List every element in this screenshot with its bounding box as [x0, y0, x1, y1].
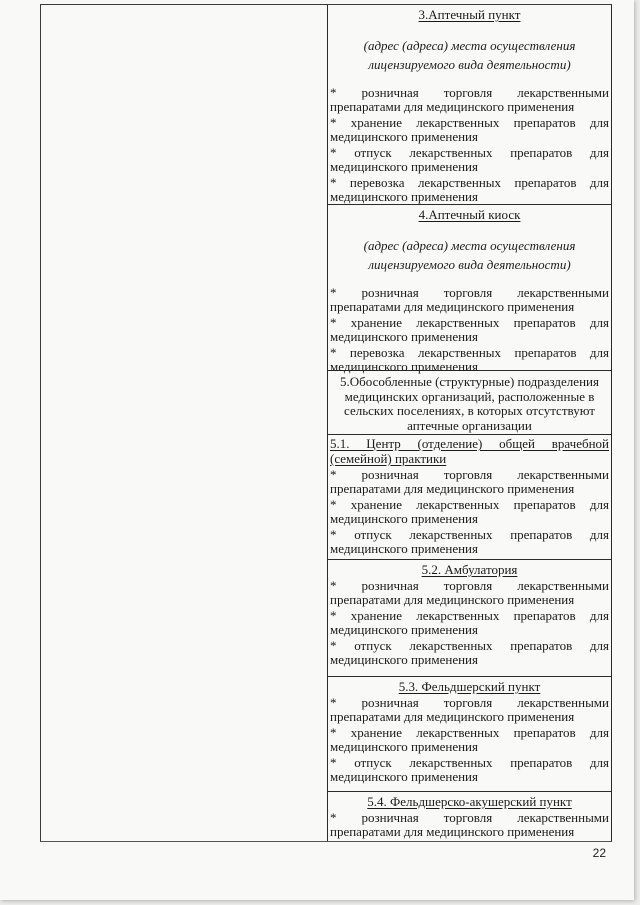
page-number: 22 [592, 846, 606, 860]
section-pharmacy-point [328, 5, 611, 205]
list-item: * отпуск лекарственных препаратов для медицинского применения [330, 755, 609, 784]
list-item: * перевозка лекарственных препаратов для медицинского применения [330, 175, 609, 204]
items-list [328, 579, 611, 667]
list-item: * розничная торговля лекарственными препаратами для медицинского применения [330, 578, 609, 607]
list-item: * розничная торговля лекарственными препаратами для медицинского применения [330, 85, 609, 114]
list-item: * розничная торговля лекарственными препаратами для медицинского применения [330, 285, 609, 314]
section-heading: 5.1. Центр (отделение) общей врачебной (семейной) практики [330, 436, 609, 466]
text-line: медицинских организаций, расположенные в [344, 388, 595, 404]
list-item: * розничная торговля лекарственными препаратами для медицинского применения [330, 695, 609, 724]
address-line: (адрес (адреса) места осуществления [363, 238, 576, 253]
text-line: 5.Обособленные (структурные) подразделения [340, 374, 599, 389]
list-item: * перевозка лекарственных препаратов для медицинского применения [330, 345, 609, 374]
section-heading: 4.Аптечный киоск [418, 207, 521, 222]
text-line: аптечные организации [407, 417, 532, 433]
list-item: * хранение лекарственных препаратов для медицинского применения [330, 497, 609, 526]
address-hint [328, 36, 611, 74]
section-heading: 5.4. Фельдшерско-акушерский пункт [367, 794, 572, 809]
section-heading: 5.2. Амбулатория [421, 562, 518, 577]
list-item: * хранение лекарственных препаратов для медицинского применения [330, 315, 609, 344]
section-feldsher-obstetric-point [328, 792, 611, 841]
list-item: * хранение лекарственных препаратов для медицинского применения [330, 115, 609, 144]
items-list [328, 286, 611, 374]
address-line: лицензируемого вида деятельности) [368, 257, 571, 272]
right-column [328, 5, 611, 841]
list-item: * отпуск лекарственных препаратов для медицинского применения [330, 527, 609, 556]
items-list [328, 696, 611, 784]
list-item: * розничная торговля лекарственными препаратами для медицинского применения [330, 810, 609, 839]
items-list [328, 86, 611, 204]
list-item: * хранение лекарственных препаратов для медицинского применения [330, 608, 609, 637]
section-outpatient-clinic [328, 560, 611, 677]
items-list [328, 811, 611, 839]
list-item: * хранение лекарственных препаратов для медицинского применения [330, 725, 609, 754]
address-hint [328, 236, 611, 274]
section-heading: 5.3. Фельдшерский пункт [398, 679, 541, 694]
license-table [40, 4, 612, 842]
section-description [328, 371, 611, 435]
list-item: * отпуск лекарственных препаратов для медицинского применения [330, 145, 609, 174]
address-line: лицензируемого вида деятельности) [368, 57, 571, 72]
list-item: * розничная торговля лекарственными препаратами для медицинского применения [330, 467, 609, 496]
section-feldsher-point [328, 677, 611, 792]
section-medical-subdivisions [328, 371, 611, 435]
text-line: сельских поселениях, в которых отсутствуют [344, 403, 595, 418]
list-item: * отпуск лекарственных препаратов для медицинского применения [330, 638, 609, 667]
items-list [328, 468, 611, 556]
left-column [41, 5, 328, 841]
address-line: (адрес (адреса) места осуществления [363, 38, 576, 53]
section-heading: 3.Аптечный пункт [418, 7, 521, 22]
section-pharmacy-kiosk [328, 205, 611, 374]
section-general-practice-center [328, 435, 611, 560]
